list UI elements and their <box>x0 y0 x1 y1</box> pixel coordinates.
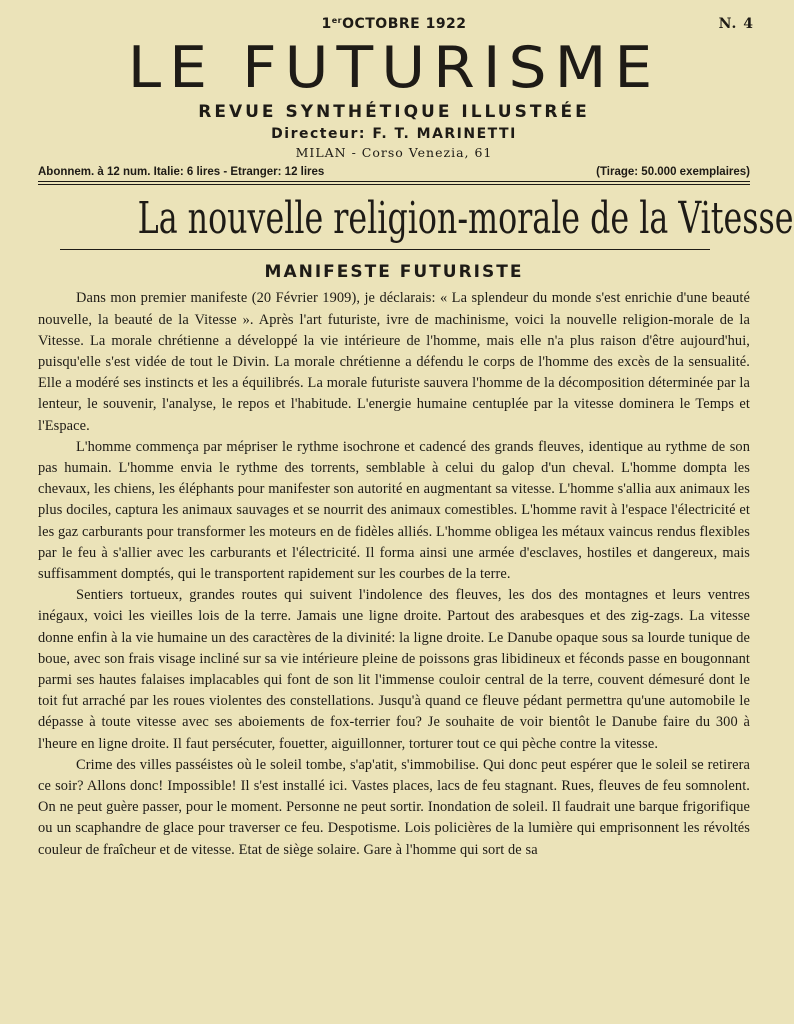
double-rule <box>38 184 750 185</box>
issue-number: N. 4 <box>718 16 754 32</box>
address-line: MILAN - Corso Venezia, 61 <box>295 145 493 160</box>
print-run: (Tirage: 50.000 exemplaires) <box>596 166 750 178</box>
issue-date: 1erOCTOBRE 1922 <box>321 16 467 32</box>
subscription-info: Abonnem. à 12 num. Italie: 6 lires - Etranger: 12 lires <box>38 166 325 178</box>
director-line: Directeur: F. T. MARINETTI <box>271 126 517 142</box>
subscription-bar <box>38 166 750 182</box>
section-title: MANIFESTE FUTURISTE <box>264 262 524 283</box>
paragraph-3: Sentiers tortueux, grandes routes qui suivent l'indolence des fleuves, les dos des montagnes et leurs ventres inégaux, voici les vieilles lois de la terre. Jamais une ligne droite. Partout des arabesques et des zig-zags. La vitesse donne enfin à la vie humaine un des caractères de la divinité: la ligne droite. Le Danube opaque sous sa lourde tunique de boue, avec son frais visage incliné sur sa vie intérieure pleine de poissons gras libidineux et féconds passe en bougonnant parmi ses hautes falaises implacables qui font de son lit l'immense couloir central de la terre, couvent démesuré dont le toit fut arraché par les roues violentes des constellations. Jusqu'à quand ce fleuve pédant permettra qu'une automobile le dépasse à toute vitesse avec ses aboiements de fox-terrier fou? Je souhaite de voir bientôt le Danube faire du 300 à l'heure en ligne droite. Il faut persécuter, fouetter, aiguillonner, torturer tout ce qui pèche contre la vitesse. <box>38 587 750 752</box>
masthead-subtitle: REVUE SYNTHÉTIQUE ILLUSTRÉE <box>198 102 590 122</box>
headline-rule <box>60 249 710 250</box>
masthead-title: LE FUTURISME <box>127 34 661 102</box>
paragraph-2: L'homme commença par mépriser le rythme isochrone et cadencé des grands fleuves, identique au rythme de son pas humain. L'homme envia le rythme des torrents, semblable à celui du galop d'un cheval. L'homme dompta les chevaux, les chiens, les éléphants pour manifester son autorité en augmentant sa vitesse. L'homme s'allia aux animaux les plus dociles, captura les animaux sauvages et se nourrit des animaux comestibles. L'homme ravit à l'espace l'électricité et les gaz carburants pour transformer les moteurs en de fidèles alliés. L'homme obligea les métaux vaincus rendus flexibles par le feu à s'allier avec les carburants et l'électricité. Il forma ainsi une armée d'esclaves, hostiles et dangereux, mais suffisamment domptés, qui le transportent rapidement sur les courbes de la terre. <box>38 438 750 583</box>
article-body <box>38 288 750 860</box>
paragraph-4: Crime des villes passéistes où le soleil tombe, s'ap'atit, s'immobilise. Qui donc peut espérer que le soleil se retirera ce soir? Allons donc! Impossible! Il s'est installé ici. Vastes places, lacs de feu stagnant. Rues, fleuves de feu somnolent. On ne peut guère passer, pour le moment. Personne ne peut sortir. Inondation de soleil. Il faudrait une barque frigorifique ou un scaphandre de glace pour traverser ce feu. Despotisme. Lois policières de la lumière qui emprisonnent les révoltés couleur de fraîcheur et de vitesse. Etat de siège solaire. Gare à l'homme qui sort de sa <box>38 756 750 858</box>
top-line <box>38 0 754 32</box>
article-headline: La nouvelle religion-morale de la Vitesse <box>137 193 794 244</box>
paragraph-1: Dans mon premier manifeste (20 Février 1909), je déclarais: « La splendeur du monde s'est enrichie d'une beauté nouvelle, la beauté de la Vitesse ». Après l'art futuriste, ivre de machinisme, voici la nouvelle religion-morale de la Vitesse. La morale chrétienne a développé la vie intérieure de l'homme, mais elle n'a plus raison d'être aujourd'hui, puisqu'elle s'est vidée de tout le Divin. La morale chrétienne a défendu le corps de l'homme des excès de la sensualité. Elle a modéré ses instincts et les a équilibrés. La morale futuriste sauvera l'homme de la décomposition déterminée par la lenteur, le souvenir, l'analyse, le repos et l'habitude. L'energie humaine centuplée par la vitesse dominera le Temps et l'Espace. <box>38 290 750 434</box>
